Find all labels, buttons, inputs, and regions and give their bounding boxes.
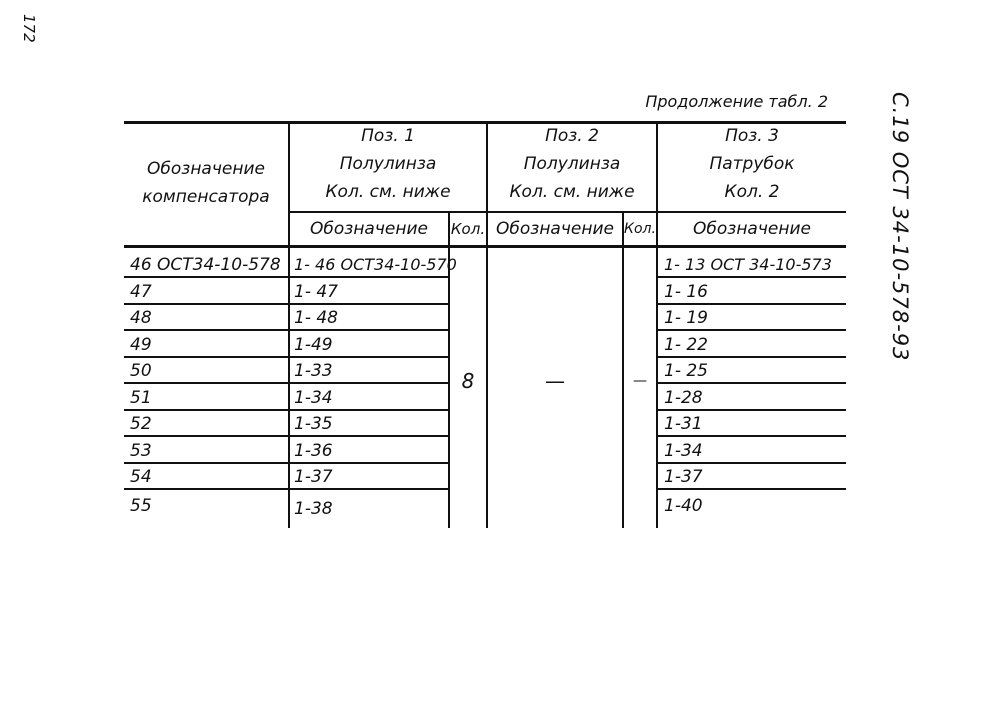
row-pos3: 1-34 [664,441,703,461]
header-pos3 [658,122,846,206]
sub-qty-pos1: Кол. [450,220,486,238]
row-pos1: 1-49 [294,335,333,355]
row-pos1: 1-38 [294,499,333,519]
pos2-name: Полулинза [523,154,621,174]
side-document-code: С.19 ОСТ 34-10-578-93 [888,92,912,362]
row-pos3: 1- 19 [664,308,708,328]
row-pos1: 1-35 [294,414,333,434]
row-comp: 49 [130,335,152,355]
row-comp: 54 [130,467,152,487]
pos1-title: Поз. 1 [361,126,415,146]
pos2-designation-dash: — [545,369,565,393]
row-pos3: 1-37 [664,467,703,487]
page-number: 172 [20,14,38,43]
row-pos3: 1-28 [664,388,703,408]
row-comp: 55 [130,496,152,516]
row-comp: 50 [130,361,152,381]
row-comp: 53 [130,441,152,461]
pos3-qty-note: Кол. 2 [724,182,780,202]
sub-qty-pos2: Кол. [624,221,656,237]
pos2-qty-note: Кол. см. ниже [509,182,635,202]
row-pos1: 1-37 [294,467,333,487]
table-continuation-label: Продолжение табл. 2 [645,92,828,111]
pos3-name: Патрубок [709,154,795,174]
row-pos1: 1- 47 [294,282,338,302]
header-pos1 [290,122,486,206]
header-pos2 [488,122,656,206]
row-pos1: 1-34 [294,388,333,408]
row-comp: 48 [130,308,152,328]
header-bottom-border [124,245,846,248]
pos1-name: Полулинза [339,154,437,174]
subheader-line [288,211,846,213]
sub-designation-pos3: Обозначение [693,219,811,239]
pos3-title: Поз. 3 [725,126,779,146]
header-designation-line2: компенсатора [142,187,270,207]
row-pos3: 1-31 [664,414,703,434]
row-pos1: 1- 46 ОСТ34-10-570 [294,255,457,274]
row-comp: 46 ОСТ34-10-578 [130,255,281,275]
sub-designation-pos2: Обозначение [496,219,614,239]
header-designation [124,155,288,211]
pos2-title: Поз. 2 [545,126,599,146]
row-pos3: 1- 13 ОСТ 34-10-573 [664,255,832,274]
header-designation-line1: Обозначение [147,159,265,179]
row-comp: 52 [130,414,152,434]
pos2-qty-dash: — [633,373,647,389]
row-comp: 51 [130,388,152,408]
row-pos1: 1-36 [294,441,333,461]
sub-designation-pos1: Обозначение [310,219,428,239]
row-pos1: 1- 48 [294,308,338,328]
row-pos3: 1- 25 [664,361,708,381]
pos1-qty-note: Кол. см. ниже [325,182,451,202]
row-pos3: 1- 22 [664,335,708,355]
pos1-qty-value: 8 [461,369,475,393]
row-comp: 47 [130,282,152,302]
row-pos1: 1-33 [294,361,333,381]
row-pos3: 1-40 [664,496,703,516]
row-pos3: 1- 16 [664,282,708,302]
